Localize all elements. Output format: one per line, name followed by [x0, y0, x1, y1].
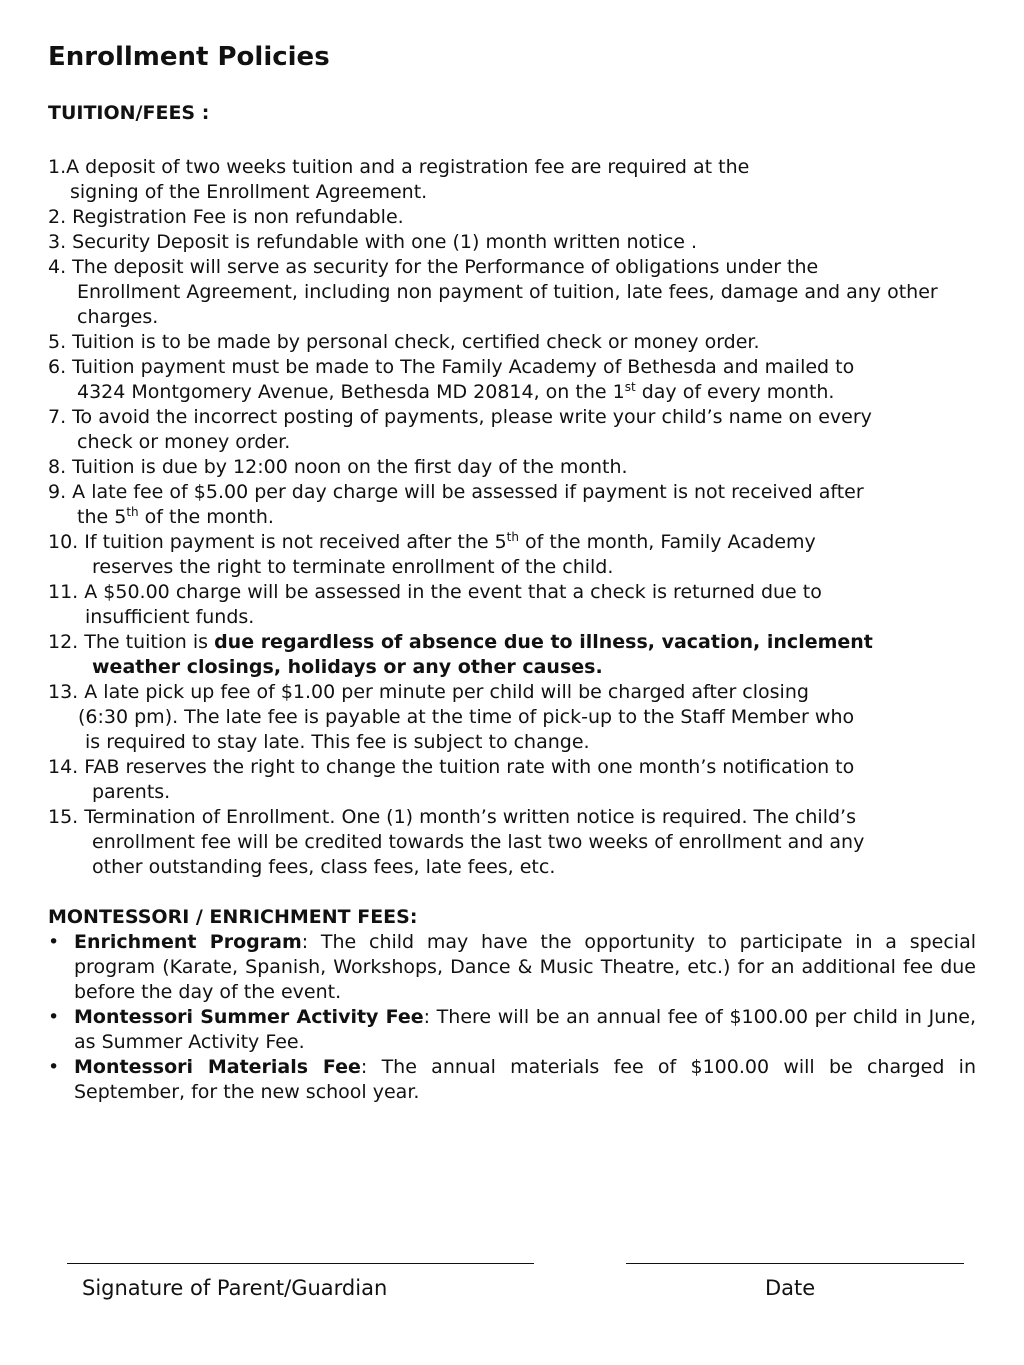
policy-item-5 [48, 330, 978, 355]
montessori-fee-list [48, 930, 976, 1105]
tuition-due-text: 12. The tuition is [48, 631, 215, 653]
fee-item-enrichment [48, 930, 976, 1005]
ordinal-suffix: th [506, 530, 519, 544]
fee-description: : The child may have the opportunity to participate in a special program (Karate, Spanish, Workshops, Dance & Music Theatre, etc.) for an additional fee due before the day of the event. [74, 931, 976, 1003]
policy-item-text: 5. Tuition is to be made by personal check, certified check or money order. [48, 331, 760, 353]
policy-item-9 [48, 480, 978, 530]
fee-item-summer-activity [48, 1005, 976, 1055]
policy-item-continuation: is required to stay late. This fee is subject to change. [85, 731, 590, 753]
policy-item-text: 15. Termination of Enrollment. One (1) month’s written notice is required. The child’s [48, 806, 856, 828]
policy-item-text: 6. Tuition payment must be made to The Family Academy of Bethesda and mailed to [48, 356, 855, 378]
policy-item-11 [48, 580, 978, 630]
late-fee-text: the 5 [77, 506, 127, 528]
fee-item-materials [48, 1055, 976, 1105]
policy-item-2 [48, 205, 978, 230]
policy-item-1 [48, 155, 978, 205]
policy-item-text: 2. Registration Fee is non refundable. [48, 206, 404, 228]
policy-item-13 [48, 680, 978, 755]
tuition-fees-heading: TUITION/FEES : [48, 102, 210, 124]
policy-item-10 [48, 530, 978, 580]
policy-item-text: 7. To avoid the incorrect posting of payments, please write your child’s name on every [48, 406, 872, 428]
date-signature-line[interactable] [626, 1263, 964, 1264]
policy-item-15 [48, 805, 978, 880]
policy-item-text: 1.A deposit of two weeks tuition and a registration fee are required at the [48, 156, 750, 178]
policy-item-continuation: check or money order. [77, 431, 291, 453]
policy-item-continuation: reserves the right to terminate enrollment of the child. [92, 556, 614, 578]
policy-item-continuation: (6:30 pm). The late fee is payable at the time of pick-up to the Staff Member who [78, 706, 855, 728]
policy-item-text [48, 530, 978, 555]
policy-item-continuation [48, 505, 978, 530]
ordinal-suffix: th [126, 505, 139, 519]
parent-signature-label: Signature of Parent/Guardian [82, 1276, 388, 1300]
policy-item-continuation: enrollment fee will be credited towards the last two weeks of enrollment and any [92, 831, 865, 853]
policy-item-text: 14. FAB reserves the right to change the tuition rate with one month’s notification to [48, 756, 855, 778]
policy-item-text: 3. Security Deposit is refundable with one (1) month written notice . [48, 231, 698, 253]
policy-item-7 [48, 405, 978, 455]
policy-item-continuation: parents. [92, 781, 171, 803]
policy-item-text: 9. A late fee of $5.00 per day charge will be assessed if payment is not received after [48, 481, 864, 503]
fee-label: Enrichment Program [74, 931, 302, 953]
fee-description: : There will be an annual fee of $100.00 per child in June, as Summer Activity Fee. [74, 1006, 977, 1053]
bullet-icon: • [48, 931, 60, 953]
policy-item-continuation: signing of the Enrollment Agreement. [70, 181, 428, 203]
policy-item-3 [48, 230, 978, 255]
policy-item-text: 11. A $50.00 charge will be assessed in the event that a check is returned due to [48, 581, 822, 603]
policy-item-12 [48, 630, 978, 680]
montessori-fees-heading: MONTESSORI / ENRICHMENT FEES: [48, 906, 418, 928]
policy-item-continuation [48, 380, 978, 405]
bullet-icon: • [48, 1006, 60, 1028]
policy-item-continuation: insufficient funds. [85, 606, 255, 628]
policy-item-continuation: weather closings, holidays or any other causes. [92, 656, 603, 678]
parent-signature-line[interactable] [67, 1263, 534, 1264]
policy-item-4 [48, 255, 978, 330]
policy-item-6 [48, 355, 978, 405]
late-fee-text-end: of the month. [138, 506, 274, 528]
policy-item-14 [48, 755, 978, 805]
tuition-due-emphasis: due regardless of absence due to illness, vacation, inclement [214, 631, 873, 653]
policy-item-text: 4. The deposit will serve as security for the Performance of obligations under the [48, 256, 819, 278]
fee-label: Montessori Materials Fee [74, 1056, 361, 1078]
policy-item-continuation: other outstanding fees, class fees, late fees, etc. [92, 856, 556, 878]
page-title: Enrollment Policies [48, 42, 330, 72]
tuition-policy-list [48, 155, 978, 880]
date-label: Date [765, 1276, 816, 1300]
ordinal-suffix: st [624, 380, 636, 394]
termination-text: 10. If tuition payment is not received after the 5 [48, 531, 507, 553]
policy-item-text [48, 630, 978, 655]
policy-item-text: 8. Tuition is due by 12:00 noon on the first day of the month. [48, 456, 628, 478]
due-date-text: day of every month. [635, 381, 835, 403]
address-text: 4324 Montgomery Avenue, Bethesda MD 20814, on the 1 [77, 381, 625, 403]
policy-item-8 [48, 455, 978, 480]
bullet-icon: • [48, 1056, 60, 1078]
fee-description: : The annual materials fee of $100.00 will be charged in September, for the new school year. [74, 1056, 976, 1103]
policy-item-continuation: Enrollment Agreement, including non payment of tuition, late fees, damage and any other charges. [77, 281, 938, 328]
fee-label: Montessori Summer Activity Fee [74, 1006, 424, 1028]
termination-text-end: of the month, Family Academy [518, 531, 816, 553]
policy-item-text: 13. A late pick up fee of $1.00 per minute per child will be charged after closing [48, 681, 809, 703]
